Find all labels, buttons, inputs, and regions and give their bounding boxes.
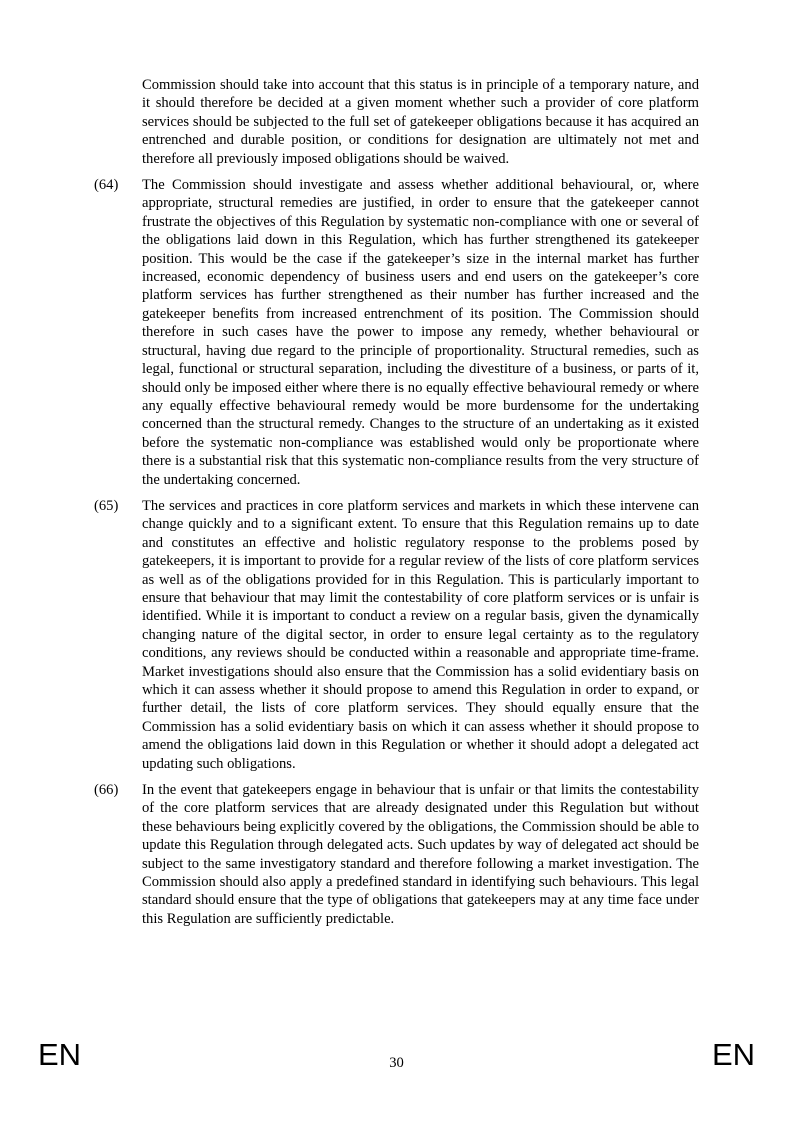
paragraph-64 — [94, 176, 699, 489]
paragraph-number: (65) — [94, 497, 119, 514]
language-code-left: EN — [38, 1037, 82, 1072]
paragraph-text: The Commission should investigate and assess whether additional behavioural, or, where appropriate, structural remedies are justified, in order to ensure that the gatekeeper cannot frustrate the objectives of this Regulation by systematic non-compliance with one or several of the obligations laid down in this Regulation, which has further strengthened its gatekeeper position. This would be the case if the gatekeeper’s size in the internal market has further increased, economic dependency of business users and end users on the gatekeeper’s core platform services has further strengthened as their number has further increased and the gatekeeper benefits from increased entrenchment of its position. The Commission should therefore in such cases have the power to impose any remedy, whether behavioural or structural, having due regard to the principle of proportionality. Structural remedies, such as legal, functional or structural separation, including the divestiture of a business, or parts of it, should only be imposed either where there is no equally effective behavioural remedy or where any equally effective behavioural remedy would be more burdensome for the undertaking concerned than the structural remedy. Changes to the structure of an undertaking as it existed before the systematic non-compliance was established would only be proportionate where there is a substantial risk that this systematic non-compliance results from the very structure of the undertaking concerned. — [142, 177, 699, 488]
paragraph-text: Commission should take into account that this status is in principle of a temporary nature, and it should therefore be decided at a given moment whether such a provider of core platform services should be subjected to the full set of gatekeeper obligations because it has acquired an entrenched and durable position, or conditions for designation are ultimately not met and therefore all previously imposed obligations should be waived. — [142, 77, 699, 167]
paragraph-65 — [94, 497, 699, 773]
paragraph-continuation — [94, 76, 699, 168]
paragraph-text: In the event that gatekeepers engage in behaviour that is unfair or that limits the contestability of the core platform services that are already designated under this Regulation but without these behaviours being explicitly covered by the obligations, the Commission should be able to update this Regulation through delegated acts. Such updates by way of delegated act should be subject to the same investigatory standard and therefore following a market investigation. The Commission should also apply a predefined standard in identifying such behaviours. This legal standard should ensure that the type of obligations that gatekeepers may at any time face under this Regulation are sufficiently predictable. — [142, 782, 699, 927]
document-body — [94, 76, 699, 936]
paragraph-text: The services and practices in core platform services and markets in which these intervene can change quickly and to a significant extent. To ensure that this Regulation remains up to date and constitutes an effective and holistic regulatory response to the problems posed by gatekeepers, it is important to provide for a regular review of the lists of core platform services as well as of the obligations provided for in this Regulation. This is particularly important to ensure that behaviour that may limit the contestability of core platform services or is unfair is identified. While it is important to conduct a review on a regular basis, given the dynamically changing nature of the digital sector, in order to ensure legal certainty as to the regulatory conditions, any reviews should be conducted within a reasonable and appropriate time-frame. Market investigations should also ensure that the Commission has a solid evidentiary basis on which it can assess whether it should propose to amend this Regulation in order to expand, or further detail, the lists of core platform services. They should equally ensure that the Commission has a solid evidentiary basis on which it can assess whether it should propose to amend the obligations laid down in this Regulation or whether it should adopt a delegated act updating such obligations. — [142, 497, 699, 772]
paragraph-number: (66) — [94, 782, 119, 799]
language-code-right: EN — [712, 1037, 756, 1072]
paragraph-66 — [94, 781, 699, 928]
paragraph-number: (64) — [94, 177, 119, 194]
page-number: 30 — [389, 1055, 404, 1071]
